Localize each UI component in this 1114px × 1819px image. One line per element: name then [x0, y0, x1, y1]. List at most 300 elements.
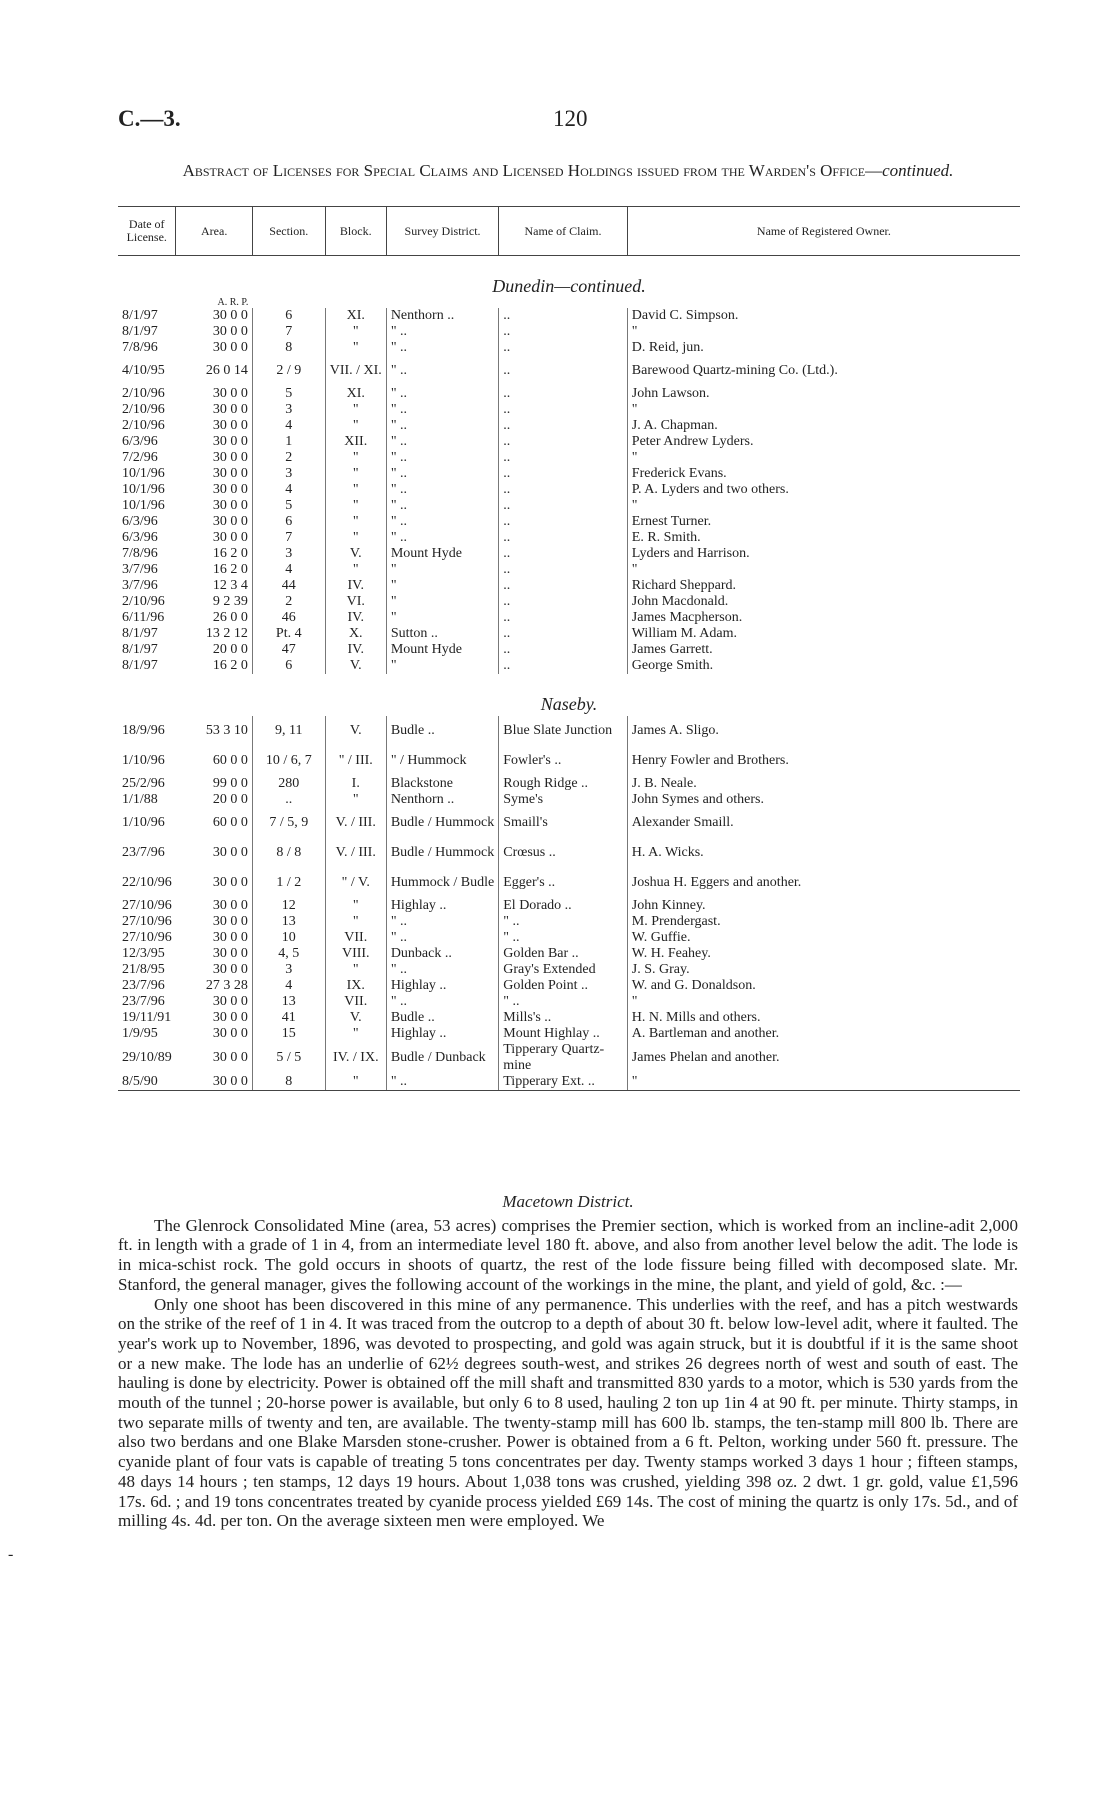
area: 30 0 0: [212, 340, 248, 355]
registered-owner: A. Bartleman and another.: [627, 1026, 1020, 1042]
claim-name: Syme's: [499, 792, 628, 808]
block: VII.: [325, 994, 386, 1010]
section: 5: [252, 498, 325, 514]
license-date: 8/1/97: [122, 324, 158, 339]
block: X.: [325, 626, 386, 642]
table-row: [118, 914, 1020, 930]
table-row: [118, 642, 1020, 658]
table-row: [118, 514, 1020, 530]
section: 15: [252, 1026, 325, 1042]
claim-name: ..: [499, 594, 628, 610]
registered-owner: D. Reid, jun.: [627, 340, 1020, 356]
block: IX.: [325, 978, 386, 994]
macetown-heading: Macetown District.: [502, 1192, 634, 1211]
area: 30 0 0: [212, 962, 248, 977]
area: 30 0 0: [212, 1010, 248, 1025]
table-row: [118, 1010, 1020, 1026]
registered-owner: P. A. Lyders and two others.: [627, 482, 1020, 498]
block: XI.: [325, 308, 386, 324]
survey-district: Budle / Hummock: [386, 808, 498, 838]
section: 6: [252, 514, 325, 530]
survey-district: " ..: [386, 450, 498, 466]
table-row: [118, 578, 1020, 594]
naseby-section: [118, 674, 1020, 1091]
table-row: [118, 610, 1020, 626]
section: 2 / 9: [252, 356, 325, 386]
claim-name: Golden Point ..: [499, 978, 628, 994]
area: 30 0 0: [212, 514, 248, 529]
area: 30 0 0: [212, 466, 248, 481]
table-row: [118, 546, 1020, 562]
table-header-row: [118, 207, 1020, 256]
section: 4, 5: [252, 946, 325, 962]
license-date: 2/10/96: [122, 418, 165, 433]
claim-name: Crœsus ..: [499, 838, 628, 868]
section: Pt. 4: [252, 626, 325, 642]
license-date: 6/3/96: [122, 514, 158, 529]
claim-name: Tipperary Ext. ..: [499, 1074, 628, 1091]
section: 6: [252, 658, 325, 674]
registered-owner: John Kinney.: [627, 898, 1020, 914]
license-date: 10/1/96: [122, 466, 165, 481]
survey-district: Hummock / Budle: [386, 868, 498, 898]
registered-owner: David C. Simpson.: [627, 308, 1020, 324]
claim-name: Mills's ..: [499, 1010, 628, 1026]
column-header: Block.: [325, 207, 386, 256]
page-header: [118, 106, 1018, 136]
column-header: Date of License.: [118, 207, 176, 256]
table-row: [118, 946, 1020, 962]
license-date: 23/7/96: [122, 845, 165, 860]
section: 9, 11: [252, 716, 325, 746]
registered-owner: ": [627, 498, 1020, 514]
block: ": [325, 466, 386, 482]
table-row: [118, 434, 1020, 450]
block: V. / III.: [325, 838, 386, 868]
section: 8: [252, 1074, 325, 1091]
section: 2: [252, 594, 325, 610]
claim-name: Rough Ridge ..: [499, 776, 628, 792]
registered-owner: Peter Andrew Lyders.: [627, 434, 1020, 450]
area: 16 2 0: [212, 562, 248, 577]
caption-continued: continued.: [882, 161, 954, 180]
section: 10: [252, 930, 325, 946]
area: 13 2 12: [205, 626, 248, 641]
block: ": [325, 562, 386, 578]
table-row: [118, 530, 1020, 546]
area: 12 3 4: [212, 578, 248, 593]
license-date: 8/1/97: [122, 642, 158, 657]
survey-district: " ..: [386, 962, 498, 978]
table-row: [118, 324, 1020, 340]
section: 47: [252, 642, 325, 658]
block: ": [325, 324, 386, 340]
area: 26 0 14: [205, 363, 248, 378]
claim-name: ..: [499, 514, 628, 530]
area: 20 0 0: [212, 792, 248, 807]
license-date: 2/10/96: [122, 594, 165, 609]
survey-district: " ..: [386, 418, 498, 434]
block: ": [325, 792, 386, 808]
license-date: 8/1/97: [122, 658, 158, 673]
section: 1 / 2: [252, 868, 325, 898]
paragraph: The Glenrock Consolidated Mine (area, 53 acres) comprises the Premier section, which is worked from an incline-adit 2,000 ft. in length with a grade of 1 in 4, from an intermediate level 180 ft. above, and also from another level below the adit. The lode is in mica-schist rock. The gold occurs in shoots of quartz, the rest of the lode fissure being filled with decomposed slate. Mr. Stanford, the general manager, gives the following account of the workings in the mine, the plant, and yield of gold, &c. :—: [118, 1215, 1018, 1294]
survey-district: Mount Hyde: [386, 642, 498, 658]
block: I.: [325, 776, 386, 792]
block: V.: [325, 658, 386, 674]
page-number: 120: [553, 106, 588, 131]
table-row: [118, 450, 1020, 466]
survey-district: " ..: [386, 514, 498, 530]
block: VII.: [325, 930, 386, 946]
survey-district: Budle / Dunback: [386, 1042, 498, 1074]
block: ": [325, 1074, 386, 1091]
table-row: [118, 658, 1020, 674]
section: 3: [252, 546, 325, 562]
area: 30 0 0: [212, 418, 248, 433]
survey-district: " ..: [386, 914, 498, 930]
block: ": [325, 402, 386, 418]
license-date: 19/11/91: [122, 1010, 172, 1025]
claim-name: ..: [499, 610, 628, 626]
section: ..: [252, 792, 325, 808]
registered-owner: W. H. Feahey.: [627, 946, 1020, 962]
registered-owner: James Garrett.: [627, 642, 1020, 658]
block: ": [325, 498, 386, 514]
registered-owner: J. A. Chapman.: [627, 418, 1020, 434]
registered-owner: J. B. Neale.: [627, 776, 1020, 792]
license-abstract-table: [118, 206, 1020, 1091]
document-reference: C.—3.: [118, 106, 181, 131]
area: 30 0 0: [212, 898, 248, 913]
table-row: [118, 626, 1020, 642]
block: ": [325, 482, 386, 498]
registered-owner: ": [627, 402, 1020, 418]
claim-name: Gray's Extended: [499, 962, 628, 978]
claim-name: " ..: [499, 930, 628, 946]
area: 99 0 0: [212, 776, 248, 791]
claim-name: Mount Highlay ..: [499, 1026, 628, 1042]
license-date: 23/7/96: [122, 978, 165, 993]
margin-mark: -: [8, 1546, 14, 1563]
claim-name: ..: [499, 450, 628, 466]
registered-owner: ": [627, 450, 1020, 466]
survey-district: ": [386, 594, 498, 610]
claim-name: Smaill's: [499, 808, 628, 838]
license-date: 1/1/88: [122, 792, 158, 807]
area: 30 0 0: [212, 946, 248, 961]
block: V.: [325, 716, 386, 746]
block: ": [325, 340, 386, 356]
license-date: 2/10/96: [122, 402, 165, 417]
claim-name: ..: [499, 626, 628, 642]
claim-name: Tipperary Quartz-mine: [499, 1042, 628, 1074]
section: 13: [252, 914, 325, 930]
table-row: [118, 808, 1020, 838]
section: 7: [252, 324, 325, 340]
survey-district: Budle ..: [386, 1010, 498, 1026]
license-date: 29/10/89: [122, 1050, 172, 1065]
table-row: [118, 340, 1020, 356]
area: 30 0 0: [212, 450, 248, 465]
claim-name: " ..: [499, 914, 628, 930]
section: 5 / 5: [252, 1042, 325, 1074]
claim-name: ..: [499, 340, 628, 356]
section: 8: [252, 340, 325, 356]
registered-owner: Richard Sheppard.: [627, 578, 1020, 594]
section: 4: [252, 978, 325, 994]
registered-owner: J. S. Gray.: [627, 962, 1020, 978]
survey-district: ": [386, 562, 498, 578]
dunedin-section: [118, 256, 1020, 675]
registered-owner: ": [627, 562, 1020, 578]
survey-district: Highlay ..: [386, 898, 498, 914]
survey-district: " ..: [386, 466, 498, 482]
area: 9 2 39: [212, 594, 248, 609]
license-date: 12/3/95: [122, 946, 165, 961]
claim-name: El Dorado ..: [499, 898, 628, 914]
block: IV.: [325, 642, 386, 658]
block: V.: [325, 1010, 386, 1026]
table-row: [118, 498, 1020, 514]
area: 30 0 0: [212, 482, 248, 497]
block: IV.: [325, 578, 386, 594]
block: ": [325, 514, 386, 530]
registered-owner: ": [627, 1074, 1020, 1091]
table-row: [118, 1026, 1020, 1042]
section: 7: [252, 530, 325, 546]
claim-name: Fowler's ..: [499, 746, 628, 776]
claim-name: ..: [499, 386, 628, 402]
area: 53 3 10: [205, 723, 248, 738]
survey-district: Highlay ..: [386, 1026, 498, 1042]
area: 16 2 0: [212, 658, 248, 673]
license-date: 6/3/96: [122, 530, 158, 545]
claim-name: Egger's ..: [499, 868, 628, 898]
registered-owner: Alexander Smaill.: [627, 808, 1020, 838]
section: 3: [252, 466, 325, 482]
claim-name: ..: [499, 482, 628, 498]
registered-owner: James Macpherson.: [627, 610, 1020, 626]
block: IV. / IX.: [325, 1042, 386, 1074]
claim-name: ..: [499, 546, 628, 562]
macetown-district-text: [118, 1192, 1018, 1531]
block: " / III.: [325, 746, 386, 776]
claim-name: ..: [499, 658, 628, 674]
license-date: 7/8/96: [122, 340, 158, 355]
area: 27 3 28: [205, 978, 248, 993]
table-row: [118, 994, 1020, 1010]
survey-district: Mount Hyde: [386, 546, 498, 562]
area: 30 0 0: [212, 845, 248, 860]
caption-main: Abstract of Licenses for Special Claims and Licensed Holdings issued from the Warden's Office—: [182, 161, 883, 180]
claim-name: ..: [499, 418, 628, 434]
survey-district: " ..: [386, 340, 498, 356]
survey-district: " ..: [386, 930, 498, 946]
survey-district: Nenthorn ..: [386, 792, 498, 808]
survey-district: " / Hummock: [386, 746, 498, 776]
table-row: [118, 402, 1020, 418]
section: 8 / 8: [252, 838, 325, 868]
block: V.: [325, 546, 386, 562]
section: 10 / 6, 7: [252, 746, 325, 776]
registered-owner: ": [627, 324, 1020, 340]
table-row: [118, 978, 1020, 994]
table-row: [118, 562, 1020, 578]
survey-district: Highlay ..: [386, 978, 498, 994]
claim-name: ..: [499, 356, 628, 386]
license-date: 22/10/96: [122, 875, 172, 890]
registered-owner: William M. Adam.: [627, 626, 1020, 642]
license-date: 8/1/97: [122, 626, 158, 641]
block: ": [325, 898, 386, 914]
section-title-naseby: Naseby.: [540, 694, 598, 714]
registered-owner: Henry Fowler and Brothers.: [627, 746, 1020, 776]
area: 30 0 0: [212, 1026, 248, 1041]
claim-name: ..: [499, 402, 628, 418]
survey-district: Nenthorn ..: [386, 308, 498, 324]
claim-name: ..: [499, 578, 628, 594]
table-row: [118, 356, 1020, 386]
area: 16 2 0: [212, 546, 248, 561]
block: VIII.: [325, 946, 386, 962]
survey-district: Blackstone: [386, 776, 498, 792]
license-date: 7/8/96: [122, 546, 158, 561]
registered-owner: E. R. Smith.: [627, 530, 1020, 546]
registered-owner: Frederick Evans.: [627, 466, 1020, 482]
claim-name: ..: [499, 498, 628, 514]
license-date: 4/10/95: [122, 363, 165, 378]
area: 30 0 0: [212, 324, 248, 339]
table-row: [118, 962, 1020, 978]
area: 30 0 0: [212, 434, 248, 449]
registered-owner: James A. Sligo.: [627, 716, 1020, 746]
license-date: 25/2/96: [122, 776, 165, 791]
registered-owner: Lyders and Harrison.: [627, 546, 1020, 562]
section: 6: [252, 308, 325, 324]
section: 3: [252, 402, 325, 418]
column-header: Area.: [176, 207, 252, 256]
claim-name: ..: [499, 642, 628, 658]
registered-owner: H. N. Mills and others.: [627, 1010, 1020, 1026]
survey-district: Sutton ..: [386, 626, 498, 642]
table-row: [118, 776, 1020, 792]
survey-district: " ..: [386, 434, 498, 450]
area: 26 0 0: [212, 610, 248, 625]
block: V. / III.: [325, 808, 386, 838]
section: 280: [252, 776, 325, 792]
license-date: 6/3/96: [122, 434, 158, 449]
survey-district: " ..: [386, 402, 498, 418]
license-date: 27/10/96: [122, 930, 172, 945]
license-date: 8/1/97: [122, 308, 158, 323]
survey-district: " ..: [386, 482, 498, 498]
block: XII.: [325, 434, 386, 450]
license-date: 10/1/96: [122, 482, 165, 497]
table-row: [118, 930, 1020, 946]
registered-owner: M. Prendergast.: [627, 914, 1020, 930]
survey-district: " ..: [386, 530, 498, 546]
claim-name: ..: [499, 466, 628, 482]
license-date: 1/9/95: [122, 1026, 158, 1041]
area: 30 0 0: [212, 530, 248, 545]
table-row: [118, 792, 1020, 808]
block: ": [325, 914, 386, 930]
section: 13: [252, 994, 325, 1010]
area: 30 0 0: [212, 386, 248, 401]
section: 1: [252, 434, 325, 450]
block: ": [325, 1026, 386, 1042]
column-header: Name of Claim.: [499, 207, 628, 256]
area: 60 0 0: [212, 815, 248, 830]
survey-district: " ..: [386, 1074, 498, 1091]
license-date: 23/7/96: [122, 994, 165, 1009]
table-row: [118, 482, 1020, 498]
section: 3: [252, 962, 325, 978]
area: 30 0 0: [212, 402, 248, 417]
registered-owner: Joshua H. Eggers and another.: [627, 868, 1020, 898]
table-row: [118, 594, 1020, 610]
section: 2: [252, 450, 325, 466]
area: 30 0 0: [212, 930, 248, 945]
area: 30 0 0: [212, 914, 248, 929]
column-header: Name of Registered Owner.: [627, 207, 1020, 256]
license-date: 21/8/95: [122, 962, 165, 977]
section: 4: [252, 562, 325, 578]
license-date: 1/10/96: [122, 815, 165, 830]
table-row: [118, 386, 1020, 402]
registered-owner: John Symes and others.: [627, 792, 1020, 808]
survey-district: " ..: [386, 356, 498, 386]
column-header: Section.: [252, 207, 325, 256]
section: 7 / 5, 9: [252, 808, 325, 838]
registered-owner: ": [627, 994, 1020, 1010]
block: " / V.: [325, 868, 386, 898]
section: 46: [252, 610, 325, 626]
area: 30 0 0: [212, 994, 248, 1009]
section: 44: [252, 578, 325, 594]
section: 12: [252, 898, 325, 914]
license-date: 3/7/96: [122, 578, 158, 593]
area: 60 0 0: [212, 753, 248, 768]
section: 5: [252, 386, 325, 402]
license-date: 27/10/96: [122, 914, 172, 929]
survey-district: ": [386, 578, 498, 594]
survey-district: ": [386, 610, 498, 626]
table-row: [118, 838, 1020, 868]
survey-district: " ..: [386, 498, 498, 514]
area: 30 0 0: [212, 498, 248, 513]
section-title-dunedin: Dunedin—continued.: [492, 276, 646, 296]
area: 30 0 0: [212, 1050, 248, 1065]
license-date: 2/10/96: [122, 386, 165, 401]
claim-name: ..: [499, 324, 628, 340]
survey-district: " ..: [386, 994, 498, 1010]
registered-owner: John Lawson.: [627, 386, 1020, 402]
block: IV.: [325, 610, 386, 626]
registered-owner: Ernest Turner.: [627, 514, 1020, 530]
survey-district: Dunback ..: [386, 946, 498, 962]
area: 30 0 0: [212, 308, 248, 323]
area: 30 0 0: [176, 1074, 252, 1091]
survey-district: ": [386, 658, 498, 674]
block: ": [325, 962, 386, 978]
registered-owner: John Macdonald.: [627, 594, 1020, 610]
table-row: [118, 1042, 1020, 1074]
license-date: 7/2/96: [122, 450, 158, 465]
claim-name: ..: [499, 308, 628, 324]
claim-name: Golden Bar ..: [499, 946, 628, 962]
